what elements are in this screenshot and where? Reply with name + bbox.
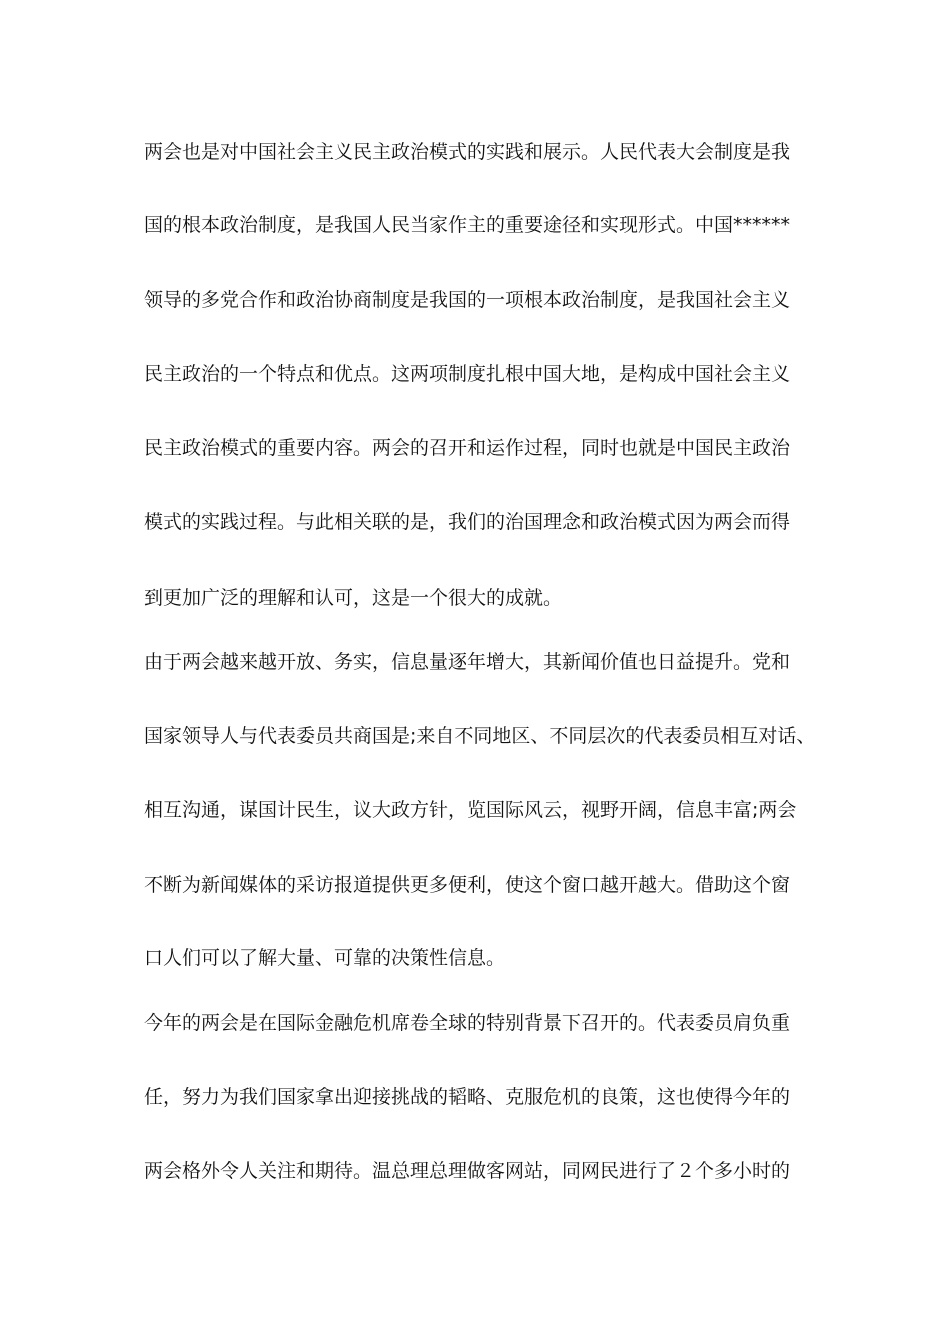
text-line: 两会格外令人关注和期待。温总理总理做客网站，同网民进行了２个多小时的 (144, 1160, 791, 1182)
text-line: 国的根本政治制度，是我国人民当家作主的重要途径和实现形式。中国****** (144, 214, 791, 236)
text-line: 由于两会越来越开放、务实，信息量逐年增大，其新闻价值也日益提升。党和 (144, 651, 791, 673)
text-line: 任，努力为我们国家拿出迎接挑战的韬略、克服危机的良策，这也使得今年的 (144, 1086, 791, 1108)
text-line: 两会也是对中国社会主义民主政治模式的实践和展示。人民代表大会制度是我 (144, 141, 791, 163)
text-line: 模式的实践过程。与此相关联的是，我们的治国理念和政治模式因为两会而得 (144, 511, 791, 533)
text-line: 民主政治模式的重要内容。两会的召开和运作过程，同时也就是中国民主政治 (144, 437, 791, 459)
text-line: 口人们可以了解大量、可靠的决策性信息。 (144, 947, 506, 969)
text-line: 领导的多党合作和政治协商制度是我国的一项根本政治制度，是我国社会主义 (144, 289, 791, 311)
text-line: 民主政治的一个特点和优点。这两项制度扎根中国大地，是构成中国社会主义 (144, 363, 791, 385)
text-line: 到更加广泛的理解和认可，这是一个很大的成就。 (144, 587, 563, 609)
text-line: 国家领导人与代表委员共商国是;来自不同地区、不同层次的代表委员相互对话、 (144, 725, 816, 747)
text-line: 不断为新闻媒体的采访报道提供更多便利，使这个窗口越开越大。借助这个窗 (144, 874, 791, 896)
text-line: 今年的两会是在国际金融危机席卷全球的特别背景下召开的。代表委员肩负重 (144, 1012, 791, 1034)
text-line: 相互沟通，谋国计民生，议大政方针，览国际风云，视野开阔，信息丰富;两会 (144, 799, 797, 821)
